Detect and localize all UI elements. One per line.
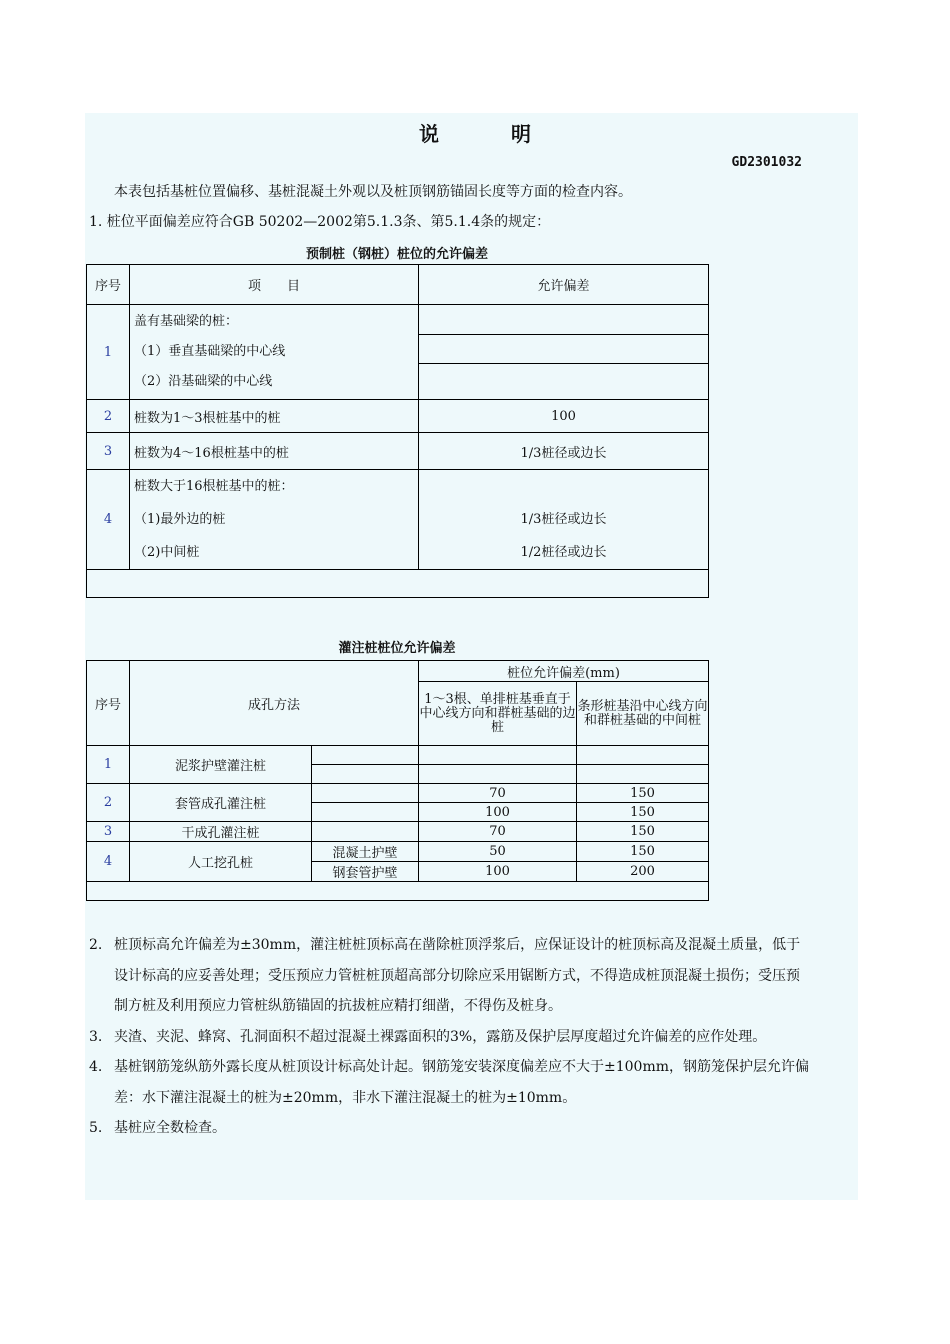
row-allow: 1/3桩径或边长	[419, 433, 709, 470]
page-title: 说 明	[419, 122, 557, 146]
row-item: 盖有基础梁的桩： （1）垂直基础梁的中心线 （2）沿基础梁的中心线	[130, 305, 419, 400]
row-seq: 1	[87, 305, 130, 400]
header-seq: 序号	[87, 661, 130, 746]
header-middle-pile: 条形桩基沿中心线方向和群桩基础的中间桩	[577, 682, 709, 746]
row-method: 人工挖孔桩	[130, 842, 312, 882]
row-sub: 混凝土护壁	[312, 842, 419, 862]
row-value-a: 70	[419, 784, 577, 803]
row-allow	[419, 335, 709, 364]
item-1-text: 1. 桩位平面偏差应符合GB 50202—2002第5.1.3条、第5.1.4条的规定：	[89, 214, 551, 230]
blank-row	[87, 570, 709, 598]
note-item: 4. 基桩钢筋笼纵筋外露长度从桩顶设计标高处计起。钢筋笼安装深度偏差应不大于±100mm，钢筋笼保护层允许偏差：水下灌注混凝土的桩为±20mm，非水下灌注混凝土的桩为±10mm。	[89, 1059, 810, 1106]
row-value-b: 150	[577, 822, 709, 842]
intro-text: 本表包括基桩位置偏移、基桩混凝土外观以及桩顶钢筋锚固长度等方面的检查内容。	[114, 184, 632, 200]
row-seq: 1	[87, 746, 130, 784]
header-item: 项 目	[130, 265, 419, 305]
row-seq: 3	[87, 822, 130, 842]
row-value-b: 150	[577, 842, 709, 862]
row-sub: 钢套管护壁	[312, 862, 419, 882]
row-method: 泥浆护壁灌注桩	[130, 746, 312, 784]
row-value-a: 70	[419, 822, 577, 842]
row-allow	[419, 305, 709, 335]
row-seq: 4	[87, 470, 130, 570]
table1-caption: 预制桩（钢桩）桩位的允许偏差	[305, 247, 488, 262]
document-code: GD2301032	[731, 155, 802, 170]
row-value-a	[419, 765, 577, 784]
notes-section	[89, 930, 809, 1144]
row-seq: 4	[87, 842, 130, 882]
row-item: 桩数为4～16根桩基中的桩	[130, 433, 419, 470]
row-value-a: 100	[419, 803, 577, 822]
header-allow-group: 桩位允许偏差(mm)	[419, 661, 709, 682]
row-seq: 2	[87, 400, 130, 433]
header-allow: 允许偏差	[419, 265, 709, 305]
row-seq: 3	[87, 433, 130, 470]
row-value-a: 100	[419, 862, 577, 882]
row-sub	[312, 822, 419, 842]
blank-row	[87, 882, 709, 901]
row-value-b: 200	[577, 862, 709, 882]
row-sub	[312, 746, 419, 765]
table2-caption: 灌注桩桩位允许偏差	[338, 641, 456, 656]
header-method: 成孔方法	[130, 661, 419, 746]
row-sub	[312, 765, 419, 784]
header-edge-pile: 1～3根、单排桩基垂直于中心线方向和群桩基础的边桩	[419, 682, 577, 746]
precast-pile-table	[86, 264, 709, 598]
row-item: 桩数为1～3根桩基中的桩	[130, 400, 419, 433]
row-value-b	[577, 765, 709, 784]
note-item: 3. 夹渣、夹泥、蜂窝、孔洞面积不超过混凝土裸露面积的3%，露筋及保护层厚度超过允许偏差的应作处理。	[89, 1028, 767, 1045]
row-value-b	[577, 746, 709, 765]
row-allow	[419, 364, 709, 400]
row-item: 桩数大于16根桩基中的桩： （1)最外边的桩 （2)中间桩	[130, 470, 419, 570]
row-method: 套管成孔灌注桩	[130, 784, 312, 822]
row-value-b: 150	[577, 803, 709, 822]
row-sub	[312, 803, 419, 822]
note-item: 5. 基桩应全数检查。	[89, 1120, 226, 1136]
row-method: 干成孔灌注桩	[130, 822, 312, 842]
row-value-a: 50	[419, 842, 577, 862]
header-seq: 序号	[87, 265, 130, 305]
note-item: 2. 桩顶标高允许偏差为±30mm，灌注桩桩顶标高在凿除桩顶浮浆后，应保证设计的桩顶标高及混凝土质量，低于设计标高的应妥善处理；受压预应力管桩桩顶超高部分切除应采用锯断方式，不得造成桩顶混凝土损伤；受压预制方桩及利用预应力管桩纵筋锚固的抗拔桩应精打细凿，不得伤及桩身。	[89, 937, 801, 1014]
row-value-a	[419, 746, 577, 765]
row-seq: 2	[87, 784, 130, 822]
row-sub	[312, 784, 419, 803]
cast-pile-table	[86, 660, 709, 901]
row-allow: 1/3桩径或边长 1/2桩径或边长	[419, 470, 709, 570]
row-value-b: 150	[577, 784, 709, 803]
row-allow: 100	[419, 400, 709, 433]
